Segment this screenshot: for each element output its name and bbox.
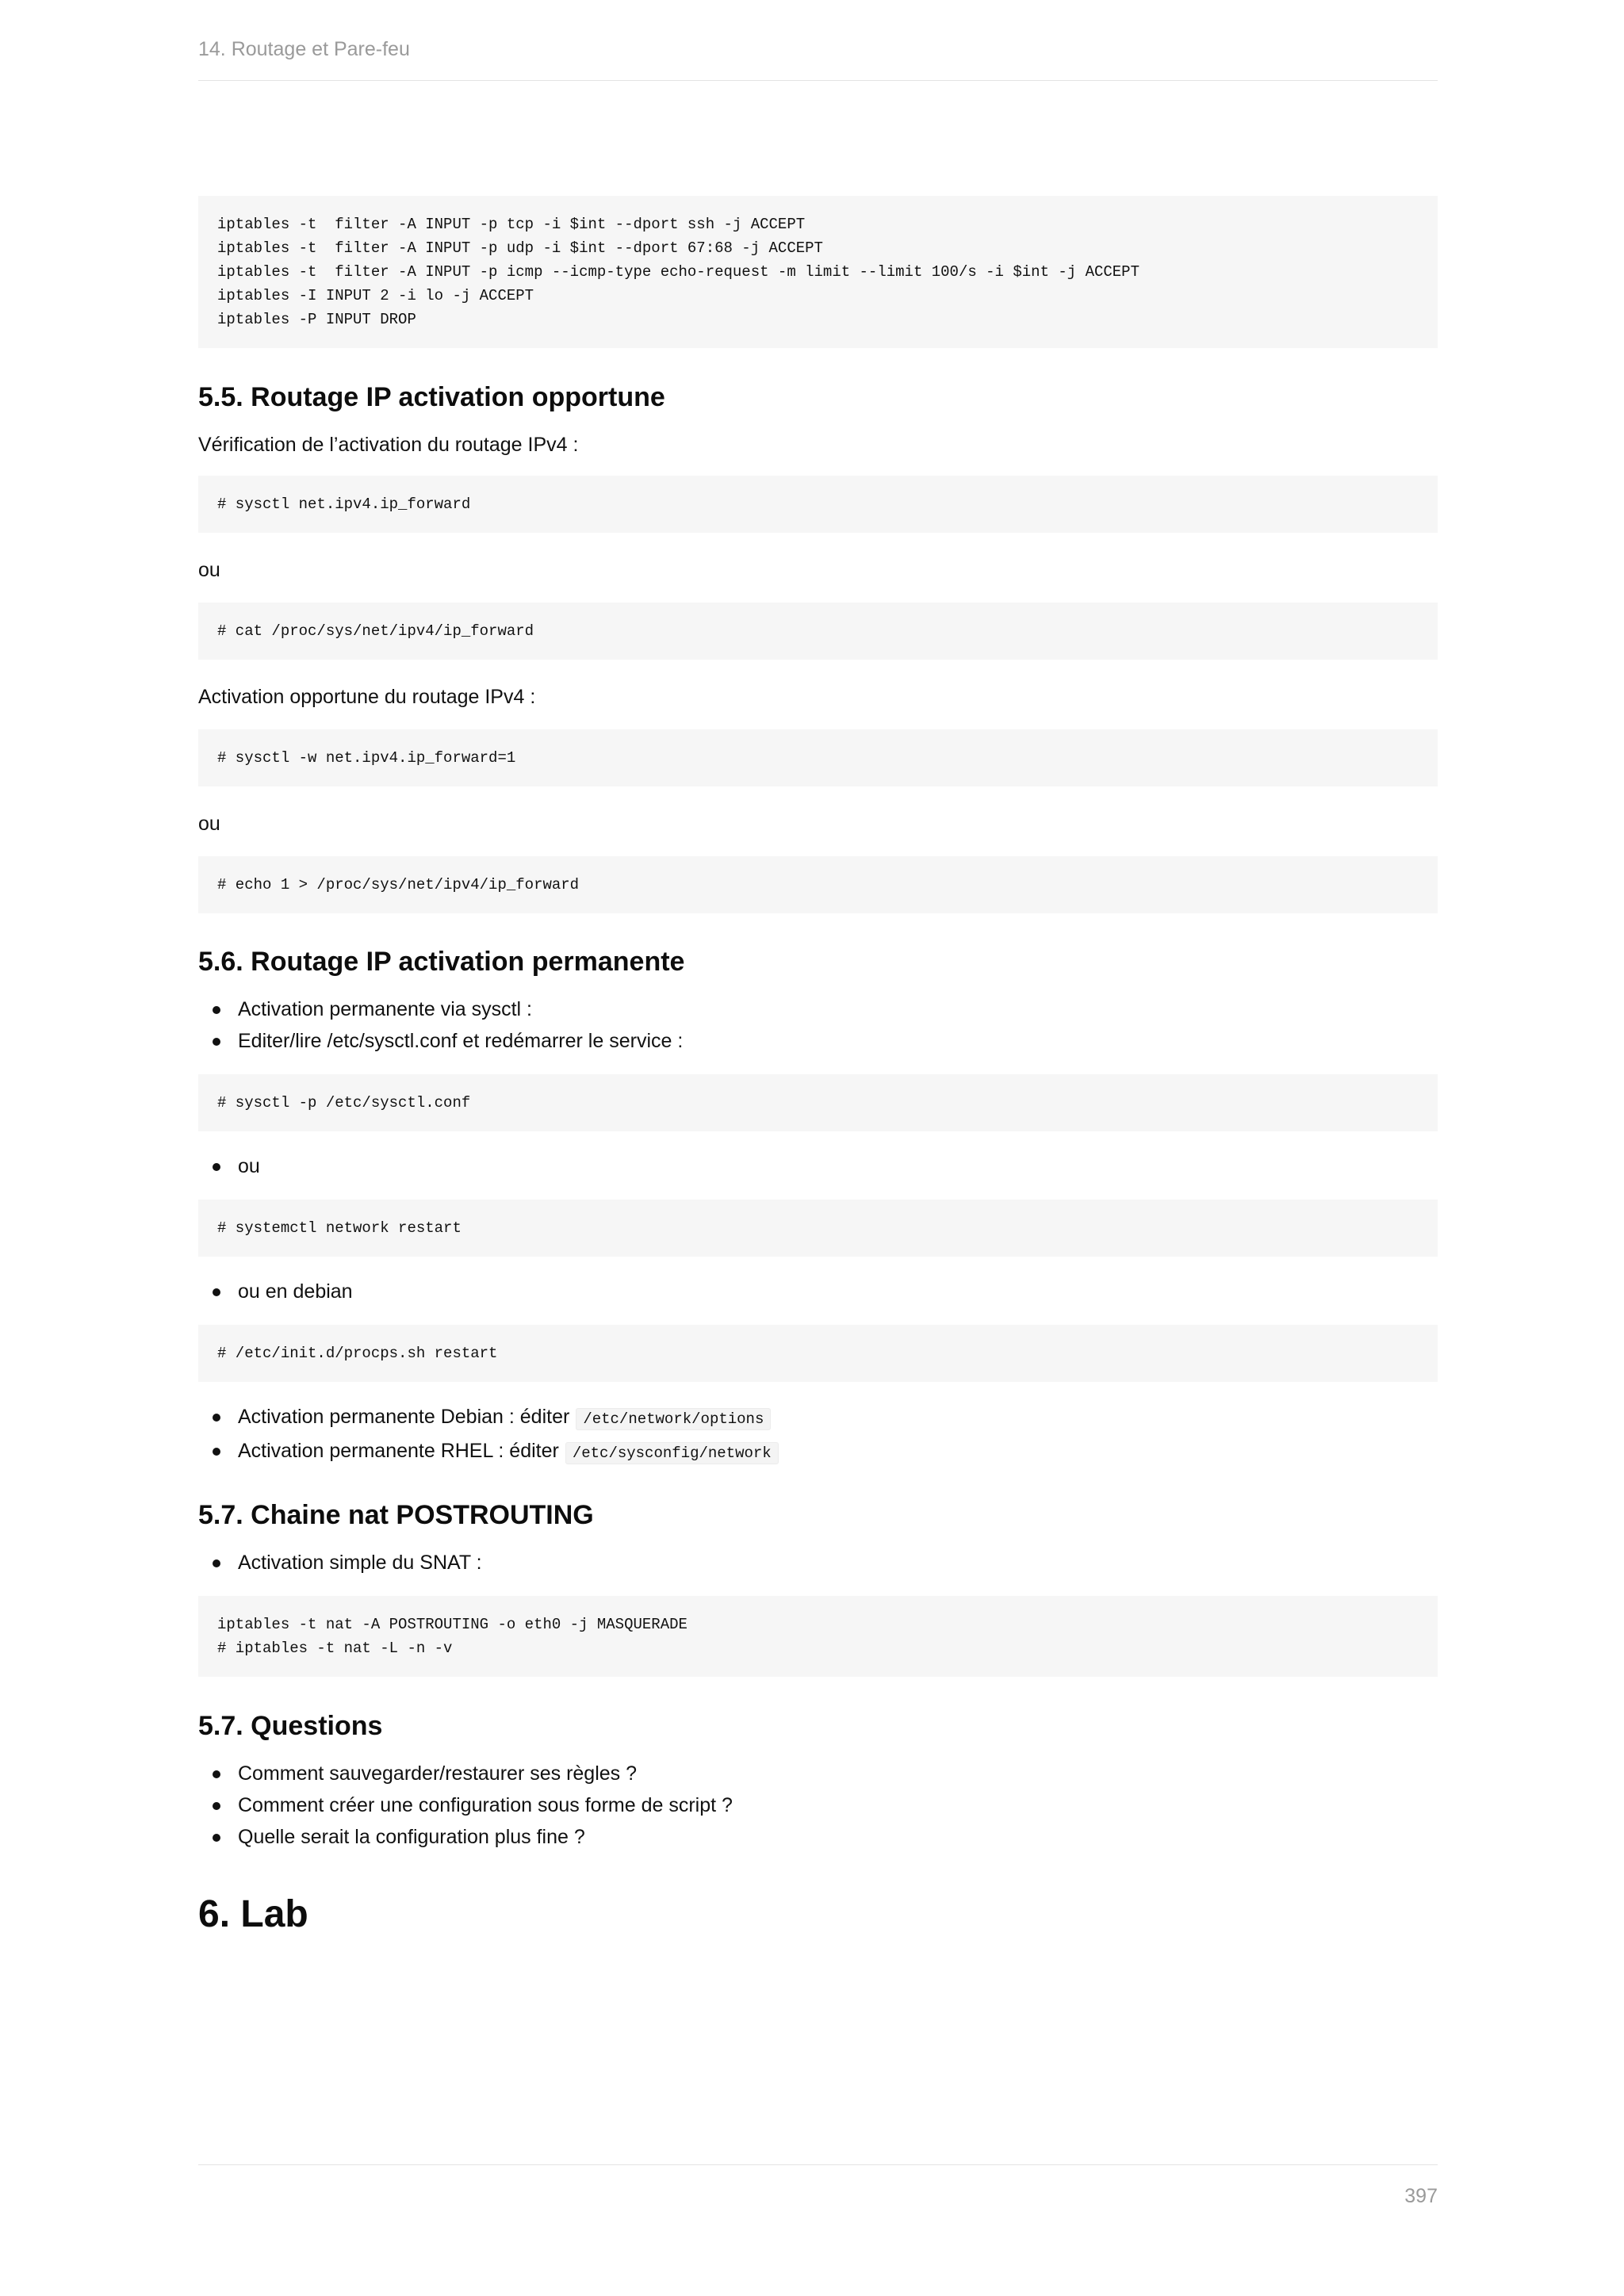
list-item-text: Activation permanente RHEL : éditer <box>238 1440 559 1462</box>
list-item: Activation permanente via sysctl : <box>198 993 1438 1025</box>
code-block-sysctl-check: # sysctl net.ipv4.ip_forward <box>198 476 1438 533</box>
paragraph-or: ou <box>198 813 220 835</box>
inline-code-sysconfig-network: /etc/sysconfig/network <box>565 1442 779 1464</box>
section-title-5-7-nat: 5.7. Chaine nat POSTROUTING <box>198 1500 594 1530</box>
bullet-list-permanent-files <box>198 1401 1438 1469</box>
header-divider <box>198 80 1438 81</box>
list-item: Quelle serait la configuration plus fine ? <box>198 1821 1438 1853</box>
code-block-sysctl-p: # sysctl -p /etc/sysctl.conf <box>198 1074 1438 1131</box>
chapter-title-lab: 6. Lab <box>198 1893 308 1935</box>
list-item: ou <box>198 1150 1438 1182</box>
list-item: Editer/lire /etc/sysctl.conf et redémarrer le service : <box>198 1025 1438 1057</box>
footer-divider <box>198 2164 1438 2165</box>
code-block-cat-forward: # cat /proc/sys/net/ipv4/ip_forward <box>198 603 1438 660</box>
list-item: Comment créer une configuration sous forme de script ? <box>198 1789 1438 1821</box>
document-page <box>198 0 1438 2296</box>
bullet-list-or <box>198 1150 1438 1182</box>
inline-code-network-options: /etc/network/options <box>576 1408 771 1430</box>
list-item: Comment sauvegarder/restaurer ses règles ? <box>198 1758 1438 1789</box>
bullet-list-debian <box>198 1276 1438 1307</box>
section-title-5-6: 5.6. Routage IP activation permanente <box>198 947 685 977</box>
page-number: 397 <box>1404 2185 1438 2207</box>
bullet-list-snat <box>198 1547 1438 1578</box>
code-block-echo-forward: # echo 1 > /proc/sys/net/ipv4/ip_forward <box>198 856 1438 913</box>
paragraph-or: ou <box>198 559 220 581</box>
code-block-procps: # /etc/init.d/procps.sh restart <box>198 1325 1438 1382</box>
running-header: 14. Routage et Pare-feu <box>198 38 410 60</box>
bullet-list-permanent <box>198 993 1438 1057</box>
list-item <box>198 1401 1438 1435</box>
code-block-postrouting: iptables -t nat -A POSTROUTING -o eth0 -j MASQUERADE # iptables -t nat -L -n -v <box>198 1596 1438 1677</box>
section-title-5-7-questions: 5.7. Questions <box>198 1711 383 1741</box>
code-block-input-rules: iptables -t filter -A INPUT -p tcp -i $int --dport ssh -j ACCEPT iptables -t filter -A INPUT -p udp -i $int --dport 67:68 -j ACCEPT iptables -t filter -A INPUT -p icmp --icmp-type echo-request -m limit --limit 100/s -i $int -j ACCEPT iptables -I INPUT 2 -i lo -j ACCEPT iptables -P INPUT DROP <box>198 196 1438 348</box>
code-block-systemctl: # systemctl network restart <box>198 1200 1438 1257</box>
bullet-list-questions <box>198 1758 1438 1853</box>
code-block-sysctl-set: # sysctl -w net.ipv4.ip_forward=1 <box>198 729 1438 786</box>
paragraph-activation: Activation opportune du routage IPv4 : <box>198 686 536 708</box>
page-content <box>198 196 1438 1937</box>
list-item: ou en debian <box>198 1276 1438 1307</box>
list-item <box>198 1435 1438 1469</box>
paragraph-verification: Vérification de l’activation du routage IPv4 : <box>198 434 579 456</box>
list-item-text: Activation permanente Debian : éditer <box>238 1406 570 1428</box>
list-item: Activation simple du SNAT : <box>198 1547 1438 1578</box>
section-title-5-5: 5.5. Routage IP activation opportune <box>198 382 665 412</box>
